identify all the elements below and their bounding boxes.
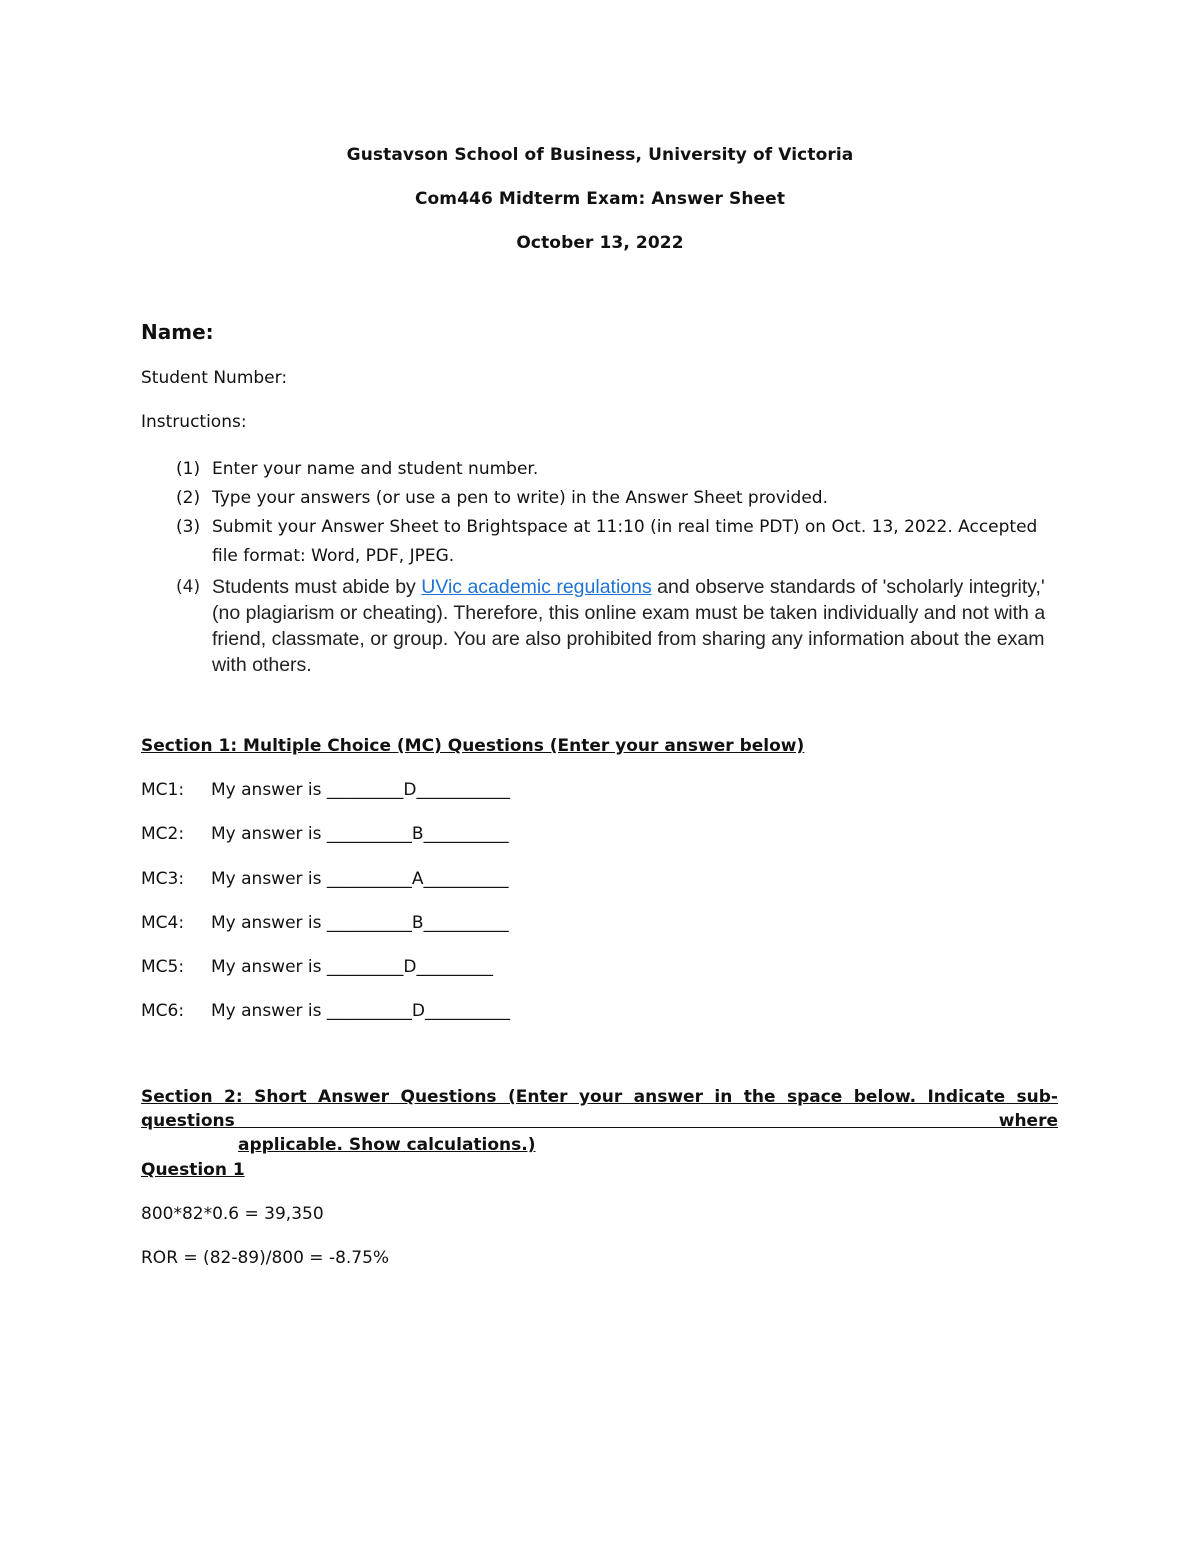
instruction-item	[141, 574, 1061, 678]
instructions-label: Instructions:	[141, 412, 247, 432]
mc-label: MC4:	[141, 913, 185, 933]
instruction-text: Enter your name and student number.	[212, 459, 539, 479]
section2-title-line2: applicable. Show calculations.)	[238, 1135, 536, 1155]
mc-label: MC2:	[141, 824, 185, 844]
section2-title	[141, 1085, 1058, 1157]
mc-answer-row	[141, 913, 509, 933]
mc-answer-text[interactable]: My answer is _________D_________	[211, 957, 494, 977]
mc-answer-row	[141, 824, 509, 844]
mc-answer-text[interactable]: My answer is __________A__________	[211, 869, 509, 889]
instructions-list	[141, 455, 1061, 678]
instruction-item	[141, 513, 1061, 571]
mc-label: MC3:	[141, 869, 185, 889]
section1-title: Section 1: Multiple Choice (MC) Questions (Enter your answer below)	[141, 736, 805, 756]
instruction-text-before: Students must abide by	[212, 576, 422, 598]
mc-label: MC6:	[141, 1001, 185, 1021]
mc-label: MC1:	[141, 780, 185, 800]
instruction-number: (1)	[176, 459, 201, 479]
instruction-number: (3)	[176, 517, 201, 537]
student-number-label: Student Number:	[141, 368, 288, 388]
mc-answer-row	[141, 1001, 510, 1021]
instruction-number: (4)	[176, 577, 201, 597]
mc-answer-text[interactable]: My answer is __________B__________	[211, 913, 509, 933]
mc-label: MC5:	[141, 957, 185, 977]
name-field-label: Name:	[141, 320, 214, 344]
instruction-text-after: and observe standards of 'scholarly integrity,' (no plagiarism or cheating). Therefore, this online exam must be taken individually and not with a friend, classmate, or group. You are also prohibited from sharing any information about the exam with others.	[212, 576, 1046, 676]
instruction-number: (2)	[176, 488, 201, 508]
instruction-text: Submit your Answer Sheet to Brightspace at 11:10 (in real time PDT) on Oct. 13, 2022. Accepted file format: Word, PDF, JPEG.	[212, 517, 1038, 566]
mc-answer-text[interactable]: My answer is __________B__________	[211, 824, 509, 844]
mc-answer-text[interactable]: My answer is __________D__________	[211, 1001, 511, 1021]
question1-heading: Question 1	[141, 1160, 245, 1180]
instruction-text: Type your answers (or use a pen to write) in the Answer Sheet provided.	[212, 488, 828, 508]
section2-title-line1: Section 2: Short Answer Questions (Enter your answer in the space below. Indicate sub-questions where	[141, 1087, 1058, 1131]
exam-date: October 13, 2022	[516, 233, 684, 253]
mc-answer-row	[141, 780, 510, 800]
instruction-item	[141, 484, 1061, 513]
institution-heading: Gustavson School of Business, University of Victoria	[346, 145, 854, 165]
mc-answer-text[interactable]: My answer is _________D___________	[211, 780, 511, 800]
answer-line[interactable]: 800*82*0.6 = 39,350	[141, 1204, 324, 1224]
mc-answer-row	[141, 957, 493, 977]
uvic-regulations-link[interactable]: UVic academic regulations	[421, 576, 652, 598]
instruction-item	[141, 455, 1061, 484]
mc-answer-row	[141, 869, 509, 889]
answer-line[interactable]: ROR = (82-89)/800 = -8.75%	[141, 1248, 390, 1268]
exam-title: Com446 Midterm Exam: Answer Sheet	[414, 189, 786, 209]
